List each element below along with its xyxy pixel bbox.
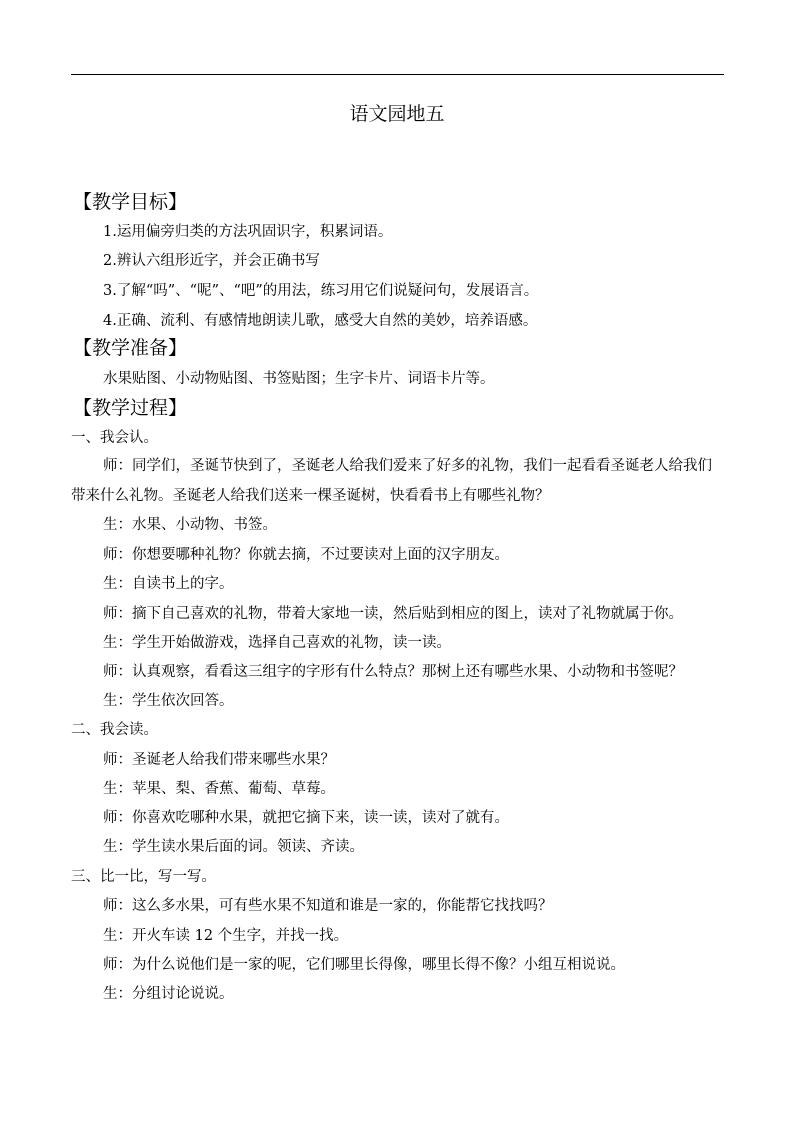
dialogue-line: 师：你想要哪种礼物？你就去摘，不过要读对上面的汉字朋友。 [103, 547, 509, 563]
dialogue-line: 生：水果、小动物、书签。 [103, 517, 277, 533]
dialogue-paragraph: 师：同学们，圣诞节快到了，圣诞老人给我们爱来了好多的礼物，我们一起看看圣诞老人给我们带来什么礼物。圣诞老人给我们送来一棵圣诞树，快看看书上有哪些礼物？ [71, 458, 712, 504]
dialogue-line: 师：摘下自己喜欢的礼物，带着大家地一读，然后贴到相应的图上，读对了礼物就属于你。 [103, 606, 683, 622]
dialogue-line: 生：学生读水果后面的词。领读、齐读。 [103, 839, 364, 855]
dialogue-line: 师：为什么说他们是一家的呢，它们哪里长得像，哪里长得不像？小组互相说说。 [103, 957, 625, 973]
dialogue-line: 生：分组讨论说说。 [103, 986, 234, 1002]
objective-item: 3.了解“吗”、“呢”、“吧”的用法，练习用它们说疑问句，发展语言。 [103, 283, 539, 299]
dialogue-line: 师：认真观察，看看这三组字的字形有什么特点？那树上还有哪些水果、小动物和书签呢？ [103, 664, 683, 680]
objective-item: 4.正确、流利、有感情地朗读儿歌，感受大自然的美妙，培养语感。 [103, 313, 538, 329]
header-rule [71, 74, 724, 75]
objective-item: 1.运用偏旁归类的方法巩固识字，积累词语。 [103, 224, 393, 240]
section-title: 三、比一比，写一写。 [71, 869, 216, 885]
dialogue-line: 生：学生依次回答。 [103, 693, 234, 709]
preparation-text: 水果贴图、小动物贴图、书签贴图；生字卡片、词语卡片等。 [103, 371, 495, 387]
page-title: 语文园地五 [349, 103, 445, 125]
dialogue-line: 生：苹果、梨、香蕉、葡萄、草莓。 [103, 781, 335, 797]
heading-objectives: 【教学目标】 [73, 191, 188, 213]
section-title: 一、我会认。 [71, 430, 158, 446]
dialogue-line: 生：学生开始做游戏，选择自己喜欢的礼物，读一读。 [103, 635, 451, 651]
dialogue-line: 生：开火车读 12 个生字，并找一找。 [103, 928, 349, 944]
dialogue-line: 师：圣诞老人给我们带来哪些水果？ [103, 752, 335, 768]
section-title: 二、我会读。 [71, 722, 158, 738]
dialogue-line: 师：你喜欢吃哪种水果，就把它摘下来，读一读，读对了就有。 [103, 810, 509, 826]
heading-preparation: 【教学准备】 [73, 337, 188, 359]
dialogue-line: 生：自读书上的字。 [103, 576, 234, 592]
dialogue-line: 师：这么多水果，可有些水果不知道和谁是一家的，你能帮它找找吗？ [103, 898, 553, 914]
objective-item: 2.辨认六组形近字，并会正确书写 [103, 253, 320, 269]
heading-process: 【教学过程】 [73, 397, 188, 419]
